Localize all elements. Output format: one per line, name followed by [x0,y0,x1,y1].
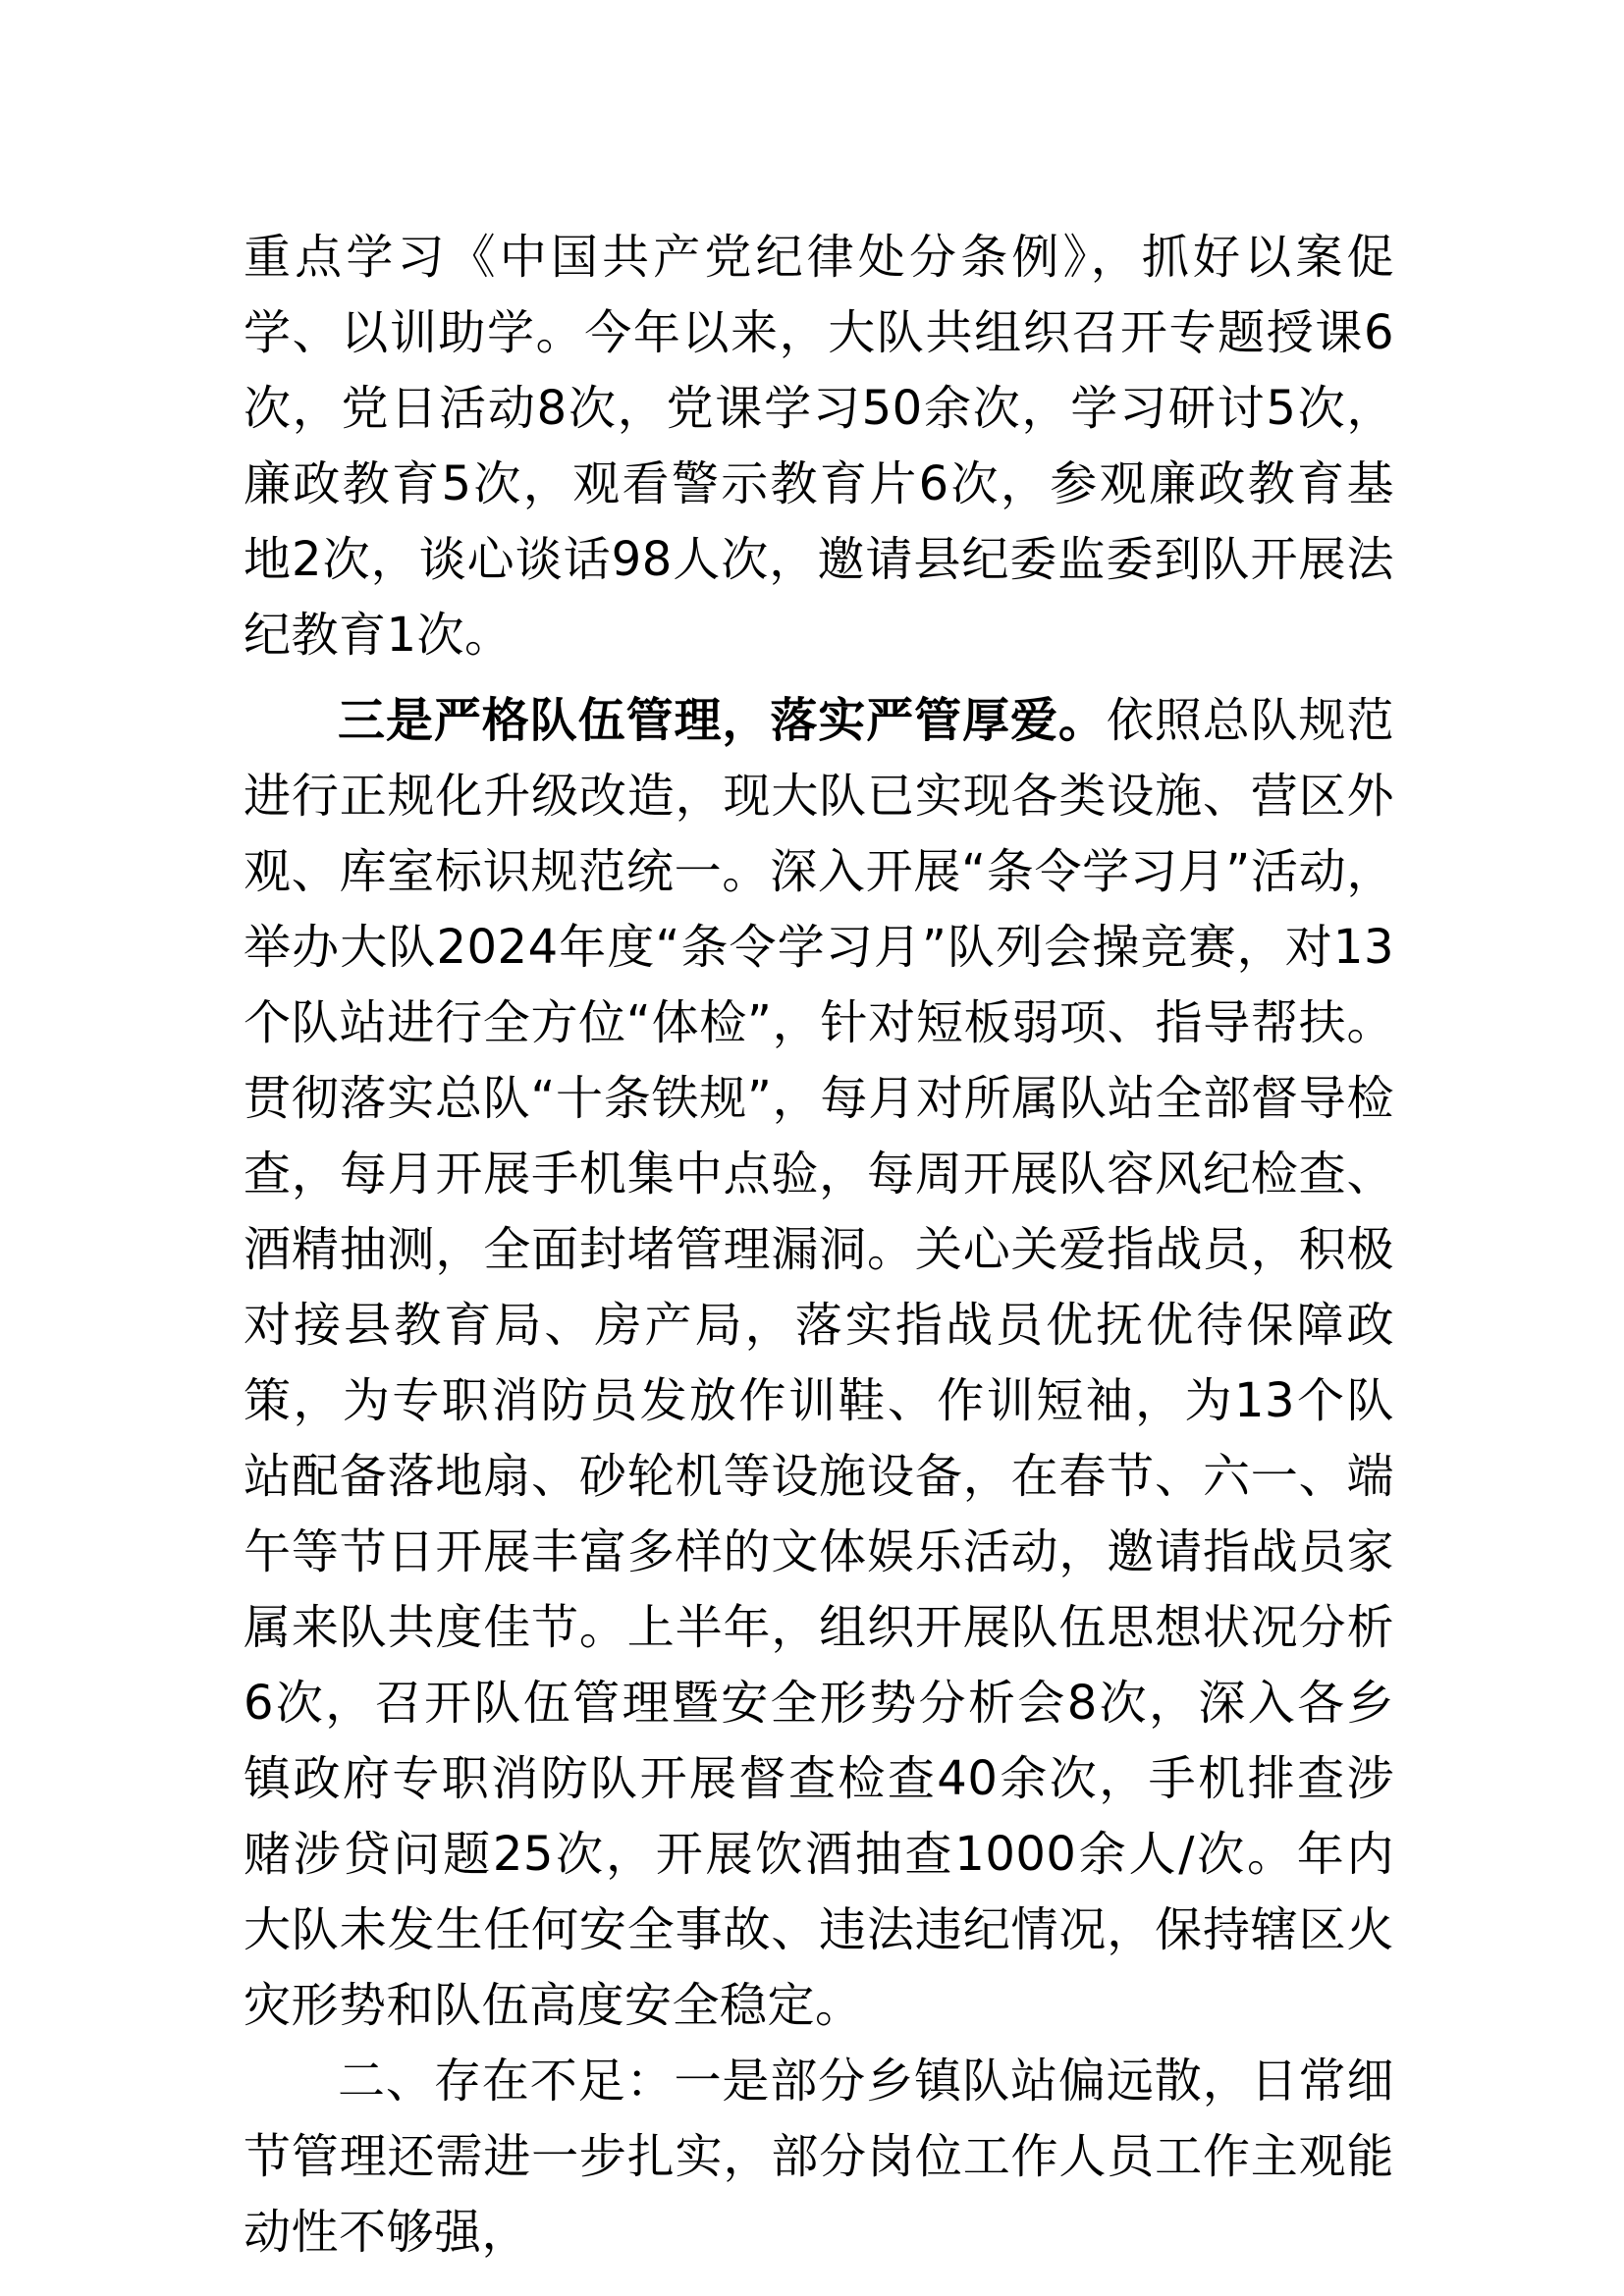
paragraph-team-management [244,683,1394,2044]
document-body [244,220,1394,2270]
paragraph-shortcomings [244,2044,1394,2270]
paragraph-text: 二、存在不足：一是部分乡镇队站偏远散，日常细节管理还需进一步扎实，部分岗位工作人员工作主观能动性不够强， [244,2054,1394,2260]
paragraph-lead-heading: 三是严格队伍管理，落实严管厚爱。 [338,693,1107,748]
paragraph-text: 依照总队规范进行正规化升级改造，现大队已实现各类设施、营区外观、库室标识规范统一。深入开展“条令学习月”活动，举办大队2024年度“条令学习月”队列会操竞赛，对13个队站进行全方位“体检”，针对短板弱项、指导帮扶。贯彻落实总队“十条铁规”，每月对所属队站全部督导检查，每月开展手机集中点验，每周开展队容风纪检查、酒精抽测，全面封堵管理漏洞。关心关爱指战员，积极对接县教育局、房产局，落实指战员优抚优待保障政策，为专职消防员发放作训鞋、作训短袖，为13个队站配备落地扇、砂轮机等设施设备，在春节、六一、端午等节日开展丰富多样的文体娱乐活动，邀请指战员家属来队共度佳节。上半年，组织开展队伍思想状况分析6次，召开队伍管理暨安全形势分析会8次，深入各乡镇政府专职消防队开展督查检查40余次，手机排查涉赌涉贷问题25次，开展饮酒抽查1000余人/次。年内大队未发生任何安全事故、违法违纪情况，保持辖区火灾形势和队伍高度安全稳定。 [244,693,1394,2033]
paragraph-study-summary [244,220,1394,673]
paragraph-text: 重点学习《中国共产党纪律处分条例》，抓好以案促学、以训助学。今年以来，大队共组织召开专题授课6次，党日活动8次，党课学习50余次，学习研讨5次，廉政教育5次，观看警示教育片6次，参观廉政教育基地2次，谈心谈话98人次，邀请县纪委监委到队开展法纪教育1次。 [244,230,1394,663]
